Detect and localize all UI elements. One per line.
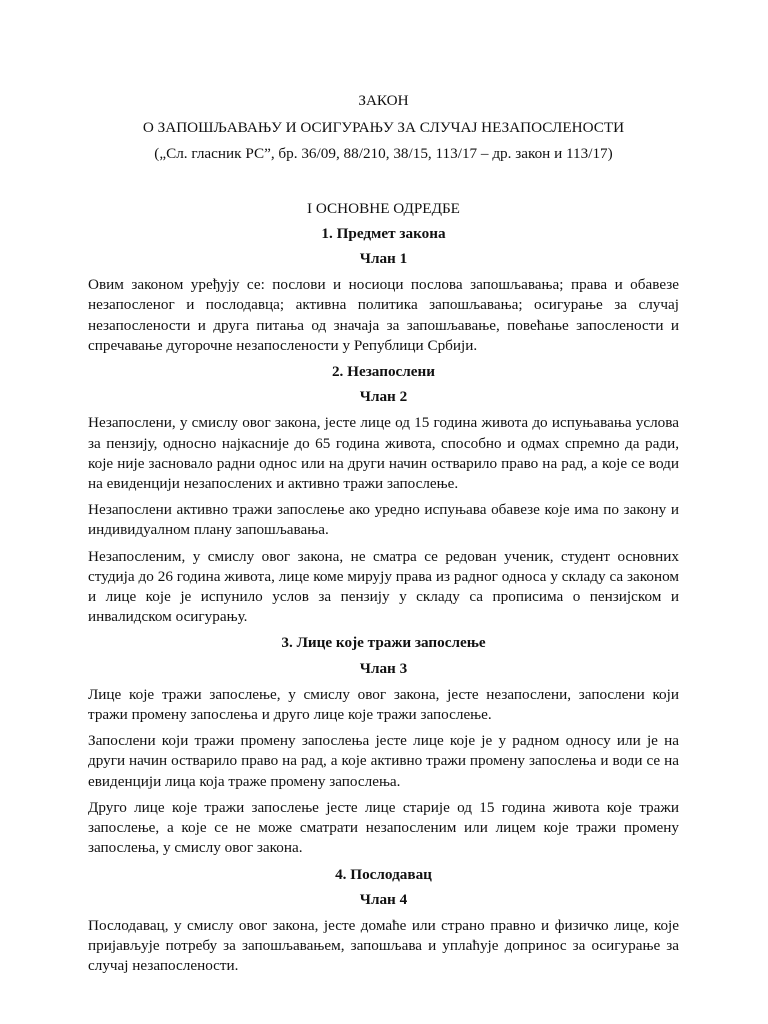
- document-page: [88, 91, 679, 983]
- article-paragraph: Послодавац, у смислу овог закона, јесте домаће или страно правно и физичко лице, које пријављује потребу за запошљавањем, запошљава и уплаћује допринос за осигурање за случај незапослености.: [88, 916, 679, 975]
- article-paragraph: Запослени који тражи промену запослења јесте лице које је у радном односу или је на други начин остварило право на рад, а које активно тражи промену запослења и води се на евиденцији лица која траже промену запослења.: [88, 732, 679, 790]
- part-heading: I ОСНОВНЕ ОДРЕДБЕ: [307, 199, 460, 217]
- article-paragraph: Друго лице које тражи запослење јесте лице старије од 15 година живота које тражи запослење, а које се не може сматрати незапосленим или лицем које тражи промену запослења, у смислу овог закона.: [88, 798, 679, 857]
- gazette-citation: („Сл. гласник РС”, бр. 36/09, 88/210, 38/15, 113/17 – др. закон и 113/17): [154, 145, 613, 163]
- article-paragraph: Лице које тражи запослење, у смислу овог закона, јесте незапослени, запослени који тражи промену запослења и друго лице које тражи запослење.: [88, 685, 679, 724]
- section-heading: 1. Предмет закона: [321, 224, 446, 242]
- section-heading: 4. Послодавац: [335, 865, 432, 883]
- article-paragraph: Незапослени, у смислу овог закона, јесте лице од 15 година живота до испуњавања услова за пензију, односно најкасније до 65 година живота, способно и одмах спремно да ради, које није засновало радни однос или на други начин остварило право на рад, а које се води на евиденцији незапослених и активно тражи запослење.: [88, 414, 679, 493]
- document-title: ЗАКОН: [358, 92, 409, 109]
- article-paragraph: Незапосленим, у смислу овог закона, не сматра се редован ученик, студент основних студија до 26 година живота, лице коме мирују права из радног односа у складу са законом и лице које је испунило услов за пензију у складу са прописима о пензијском и инвалидском осигурању.: [88, 547, 679, 626]
- article-paragraph: Овим законом уређују се: послови и носиоци послова запошљавања; права и обавезе незапосленог и послодавца; активна политика запошљавања; осигурање за случај незапослености и друга питања од значаја за запошљавање, повећање запослености и спречавање дугорочне незапослености у Републици Србији.: [88, 276, 679, 354]
- section-heading: 3. Лице које тражи запослење: [281, 634, 486, 652]
- article-heading: Члан 1: [359, 250, 408, 268]
- article-paragraph: Незапослени активно тражи запослење ако уредно испуњава обавезе које има по закону и индивидуалном плану запошљавања.: [88, 501, 679, 539]
- section-heading: 2. Незапослени: [331, 363, 436, 381]
- article-heading: Члан 4: [359, 890, 408, 908]
- article-heading: Члан 2: [359, 388, 408, 406]
- article-heading: Члан 3: [359, 659, 408, 677]
- document-subtitle: О ЗАПОШЉАВАЊУ И ОСИГУРАЊУ ЗА СЛУЧАЈ НЕЗАПОСЛЕНОСТИ: [142, 119, 625, 137]
